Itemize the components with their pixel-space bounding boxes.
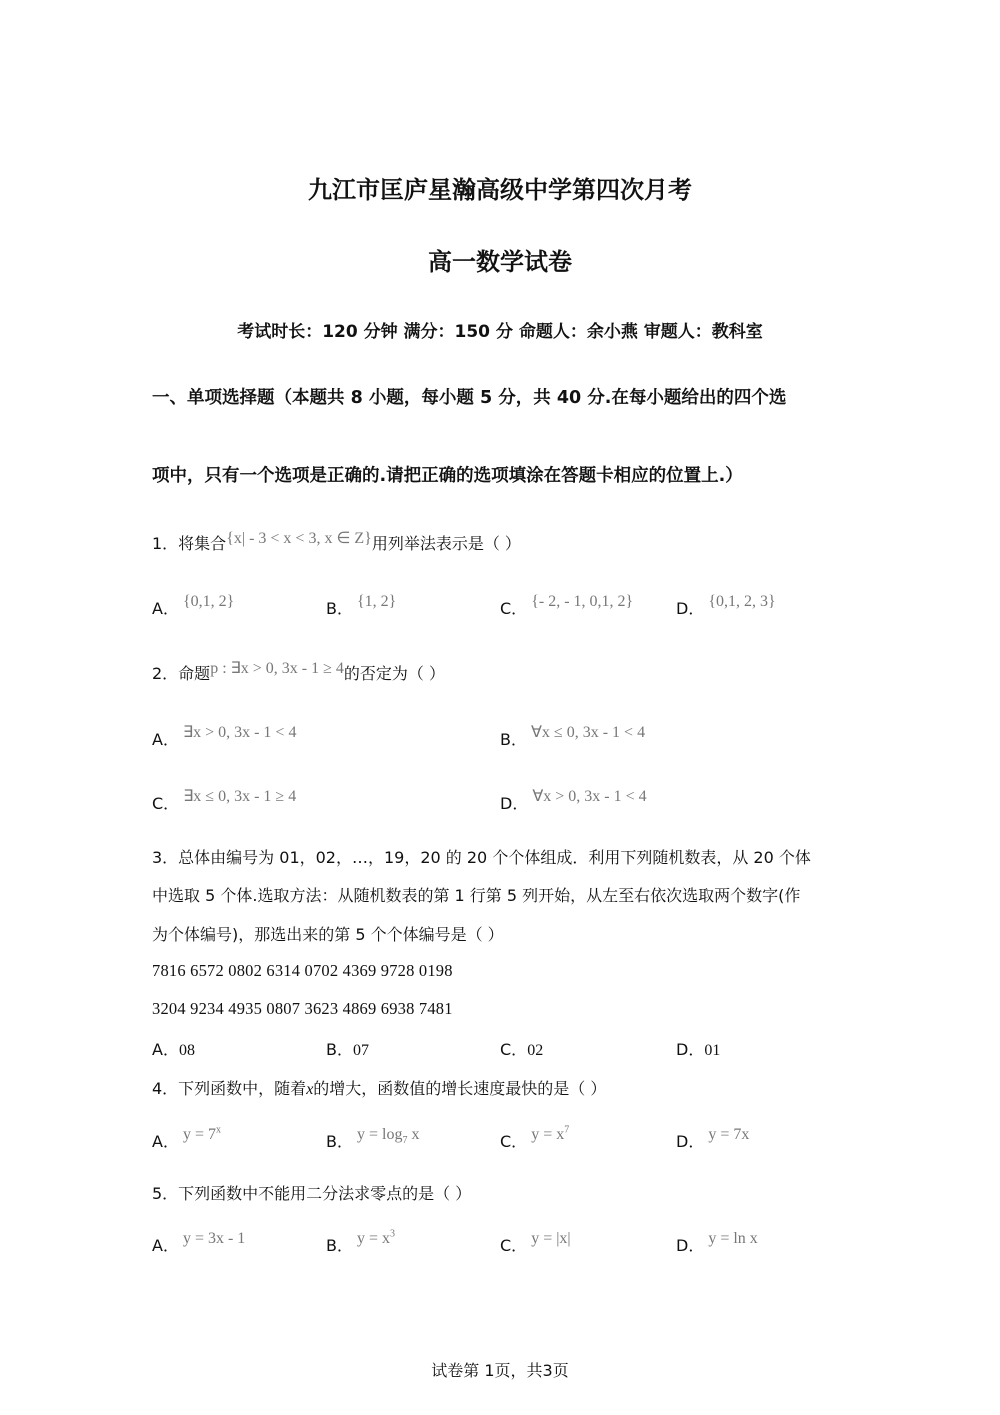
question-1-math: {x| - 3 < x < 3, x ∈ Z} [226,530,372,547]
option-label: A． [152,1132,179,1151]
question-3-line3: 为个体编号)，那选出来的第 5 个个体编号是（ ） [152,925,504,944]
q1-option-d [676,593,776,619]
q3-option-b [326,1037,369,1060]
option-math: {1, 2} [356,593,397,610]
option-label: D． [676,599,705,618]
question-1-suffix: 用列举法表示是（ ） [371,534,521,553]
option-label: C． [500,1040,528,1059]
q5-option-a [152,1230,246,1256]
option-text: 08 [178,1042,195,1059]
q3-option-c [500,1037,543,1060]
option-label: B． [326,1040,353,1059]
option-math: ∀x ≤ 0, 3x - 1 < 4 [530,724,646,741]
question-4-prefix: 4．下列函数中，随着 [152,1079,307,1098]
option-math: y = 3x - 1 [182,1230,246,1247]
option-label: B． [500,730,527,749]
q4-option-b [326,1126,420,1154]
question-5: 5．下列函数中不能用二分法求零点的是（ ） [152,1184,472,1203]
option-label: C． [500,599,528,618]
section-heading-line1: 一、单项选择题（本题共 8 小题，每小题 5 分，共 40 分.在每小题给出的四个选 [152,388,787,408]
q5-option-c [500,1230,571,1256]
exam-info: 考试时长：120 分钟 满分：150 分 命题人：余小燕 审题人：教科室 [237,322,763,342]
option-label: C． [500,1236,528,1255]
q2-option-b [500,724,646,750]
exam-title: 九江市匡庐星瀚高级中学第四次月考 [308,176,692,204]
q3-option-a [152,1037,195,1060]
q5-option-d [676,1230,758,1256]
question-4-variable: x [306,1081,314,1098]
option-label: A． [152,599,179,618]
option-label: B． [326,1132,353,1151]
option-math: ∃x ≤ 0, 3x - 1 ≥ 4 [183,788,297,805]
option-math: {0,1, 2, 3} [708,593,776,610]
exam-subtitle: 高一数学试卷 [428,248,572,276]
q4-option-a [152,1124,221,1152]
question-2 [152,661,445,684]
option-label: D． [676,1040,705,1059]
option-label: D． [676,1236,705,1255]
option-math: y = ln x [708,1230,758,1247]
option-label: C． [500,1132,528,1151]
option-text: 07 [352,1042,369,1059]
question-1-prefix: 1．将集合 [152,534,227,553]
question-3-line2: 中选取 5 个体.选取方法：从随机数表的第 1 行第 5 列开始，从左至右依次选取两个数字(作 [152,886,801,905]
option-label: B． [326,599,353,618]
option-math: $y = 7^x$ [182,1124,221,1143]
q1-option-a [152,593,235,619]
option-label: A． [152,1040,179,1059]
question-3-line1: 3．总体由编号为 01，02，…，19，20 的 20 个个体组成．利用下列随机数表，从 20 个体 [152,848,811,867]
option-label: C． [152,794,180,813]
q2-option-d [500,788,647,814]
option-text: 01 [704,1042,721,1059]
page-footer: 试卷第 1页，共3页 [431,1361,569,1380]
option-math: y = 7x [708,1126,750,1143]
q2-option-c [152,788,297,814]
option-math: $y = \log_7 x$ [356,1126,420,1147]
option-label: A． [152,730,179,749]
question-1 [152,531,521,554]
question-4-suffix: 的增大，函数值的增长速度最快的是（ ） [313,1079,607,1098]
option-math: {- 2, - 1, 0,1, 2} [531,593,634,610]
q1-option-c [500,593,634,619]
option-label: D． [500,794,529,813]
section-heading-line2: 项中，只有一个选项是正确的.请把正确的选项填涂在答题卡相应的位置上.） [152,466,743,486]
option-math: $y = x^7$ [531,1124,570,1143]
option-label: B． [326,1236,353,1255]
q3-option-d [676,1037,720,1060]
option-math: $y = x^3$ [356,1228,396,1247]
option-math: y = |x| [531,1230,571,1247]
q4-option-d [676,1126,750,1152]
q2-option-a [152,724,297,750]
option-label: A． [152,1236,179,1255]
random-table-row-2: 3204 9234 4935 0807 3623 4869 6938 7481 [152,999,453,1018]
option-label: D． [676,1132,705,1151]
q5-option-b [326,1228,396,1256]
question-4 [152,1076,606,1099]
question-2-prefix: 2．命题 [152,664,211,683]
option-text: 02 [527,1042,544,1059]
q4-option-c [500,1124,570,1152]
option-math: {0,1, 2} [182,593,235,610]
question-2-suffix: 的否定为（ ） [343,664,445,683]
random-table-row-1: 7816 6572 0802 6314 0702 4369 9728 0198 [152,961,453,980]
option-math: ∃x > 0, 3x - 1 < 4 [182,724,297,741]
question-2-math: p : ∃x > 0, 3x - 1 ≥ 4 [210,660,344,677]
option-math: ∀x > 0, 3x - 1 < 4 [532,788,647,805]
q1-option-b [326,593,397,619]
